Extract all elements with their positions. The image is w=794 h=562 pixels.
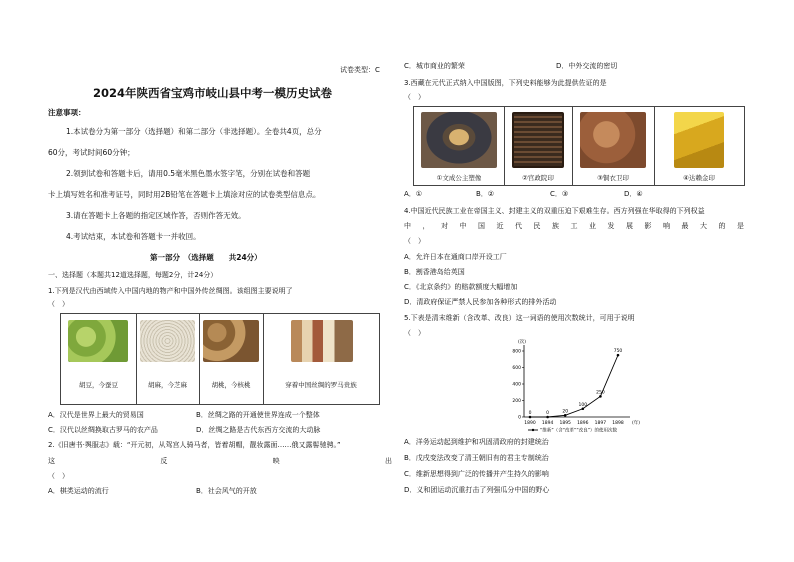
q1-option-b[interactable]: B．丝绸之路的开通使世界连成一个整体	[196, 411, 320, 419]
official-seal-image	[512, 112, 564, 168]
q4-stem-2	[404, 222, 744, 231]
note-4: 4.考试结束，本试卷和答题卡一并收回。	[66, 232, 201, 241]
q3-paren: （ ）	[404, 93, 425, 101]
q4-stem-char: 对	[441, 222, 448, 230]
y-tick-label: 400	[512, 382, 521, 388]
data-point	[582, 407, 585, 410]
q3-caption-3: ③铜衣卫印	[597, 174, 629, 182]
q3-caption-1: ①文成公主塑像	[436, 174, 482, 182]
q1-option-a[interactable]: A．汉代是世界上最大的贸易国	[48, 411, 144, 419]
q4-stem-char: ，	[422, 222, 430, 230]
walnut-image	[203, 320, 259, 362]
legend-marker	[532, 429, 534, 431]
q1-caption-2: 胡麻，今芝麻	[148, 381, 187, 389]
data-label: 250	[596, 390, 605, 396]
data-point	[529, 416, 532, 419]
q4-paren: （ ）	[404, 237, 425, 245]
usage-count-line-chart	[508, 340, 668, 435]
princess-statue-image	[421, 112, 497, 168]
data-label: 0	[528, 411, 532, 416]
x-tick-label: 1896	[577, 421, 589, 426]
y-tick-label: 0	[518, 415, 521, 421]
roman-nobles-image	[291, 320, 353, 362]
page-title: 2024年陕西省宝鸡市岐山县中考一模历史试卷	[93, 86, 333, 100]
data-label: 20	[562, 409, 569, 415]
q1-image-4	[263, 314, 379, 404]
q4-stem-char: 影	[644, 222, 652, 230]
data-label: 750	[613, 349, 623, 355]
exam-type: 试卷类型：C	[340, 66, 380, 74]
q4-stem-char: 代	[515, 222, 522, 230]
q3-stem: 3.西藏在元代正式纳入中国版图，下列史料能够为此提供佐证的是	[404, 79, 607, 87]
q5-option-a[interactable]: A．洋务运动起到维护和巩固清政府的封建统治	[404, 438, 549, 446]
part1-title: 第一部分 （选择题 共24分）	[150, 253, 262, 262]
x-tick-label: 1890	[524, 421, 536, 426]
q4-stem-char: 国	[478, 222, 485, 230]
q4-stem-char: 工	[570, 222, 578, 230]
q5-option-d[interactable]: D．义和团运动沉重打击了列强瓜分中国的野心	[404, 486, 550, 494]
bronze-seal-image	[580, 112, 646, 168]
q4-stem-char: 最	[681, 222, 689, 230]
data-point	[599, 395, 602, 398]
q4-stem-char: 的	[718, 222, 726, 230]
y-unit-label: (次)	[517, 340, 527, 345]
q4-option-b[interactable]: B．割香港岛给英国	[404, 268, 465, 276]
broad-bean-image	[68, 320, 128, 362]
section-intro: 一、选择题（本题共12道选择题，每题2分，计24分）	[48, 271, 218, 279]
q4-stem-char: 族	[552, 222, 559, 230]
y-tick-label: 200	[512, 399, 521, 405]
series-line	[530, 355, 618, 417]
q4-option-c[interactable]: C．《北京条约》的赔款额度大幅增加	[404, 283, 518, 291]
q1-image-strip	[60, 313, 380, 405]
q2-reflect-char: 反	[160, 457, 168, 465]
q1-stem: 1.下列是汉代由西域传入中国内地的物产和中国外传丝绸图。该组图主要说明了	[48, 287, 293, 295]
data-point	[546, 416, 549, 419]
q3-image-strip	[413, 106, 745, 186]
data-point	[564, 414, 567, 417]
q4-option-d[interactable]: D．清政府保证严禁人民参加各种形式的排外活动	[404, 298, 557, 306]
q1-caption-4: 穿着中国丝绸的罗马贵族	[285, 381, 357, 389]
q2-option-a[interactable]: A．棋类运动的流行	[48, 487, 109, 495]
note-1b: 60分，考试时间60分钟；	[48, 148, 135, 157]
y-tick-label: 800	[512, 349, 521, 355]
q1-image-1	[61, 314, 137, 404]
q4-stem-char: 近	[496, 222, 504, 230]
q4-stem-char: 展	[626, 222, 633, 230]
note-1a: 1.本试卷分为第一部分（选择题）和第二部分（非选择题）。全卷共4页，总分	[66, 127, 322, 136]
x-tick-label: 1897	[594, 421, 607, 426]
q2-reflect-char: 这	[48, 457, 55, 465]
q2-paren: （ ）	[48, 472, 69, 480]
legend-label: “维新”（含“改革”“改良”）的使用次数	[540, 428, 617, 434]
notes-heading: 注意事项：	[48, 108, 86, 117]
data-label: 0	[546, 411, 550, 416]
golden-seal-image	[674, 112, 724, 168]
q4-stem-char: 业	[589, 222, 596, 230]
x-unit-label: (年)	[631, 421, 641, 426]
sesame-image	[140, 320, 195, 362]
q4-option-a[interactable]: A．允许日本在通商口岸开设工厂	[404, 253, 507, 261]
note-2b: 卡上填写姓名和准考证号，同时用2B铅笔在答题卡上填涂对应的试卷类型信息点。	[48, 190, 321, 199]
q4-stem-char: 发	[607, 222, 615, 230]
q3-image-2	[504, 107, 573, 185]
x-tick-label: 1898	[612, 421, 624, 426]
q2-reflect-line	[48, 457, 392, 466]
q5-stem: 5.下表是清末维新（含改革、改良）这一词语的使用次数统计，可用于说明	[404, 314, 635, 322]
q3-image-4	[654, 107, 744, 185]
q1-caption-3: 胡桃，今核桃	[211, 381, 251, 389]
q2-option-d[interactable]: D．中外交流的密切	[556, 62, 618, 70]
q4-stem-char: 民	[533, 222, 541, 230]
q3-image-1	[414, 107, 505, 185]
q3-option-d[interactable]: D．④	[624, 190, 643, 198]
q1-option-c[interactable]: C．汉代以丝绸换取古罗马的农产品	[48, 426, 158, 434]
q4-stem-char: 中	[404, 222, 411, 230]
q4-stem-char: 是	[737, 222, 744, 230]
q1-image-2	[136, 314, 200, 404]
q3-option-b[interactable]: B．②	[476, 190, 495, 198]
q1-caption-1: 胡豆，今蚕豆	[79, 381, 118, 389]
q5-option-c[interactable]: C．维新思想得到广泛的传播并产生持久的影响	[404, 470, 549, 478]
q2-option-c[interactable]: C．城市商业的繁荣	[404, 62, 465, 70]
q4-stem-1: 4.中国近代民族工业在帝国主义、封建主义的双重压迫下艰难生存。西方列强在华取得的下列权益	[404, 207, 705, 215]
q1-option-d[interactable]: D．丝绸之路是古代东西方交流的大动脉	[196, 426, 321, 434]
note-2a: 2.领到试卷和答题卡后，请用0.5毫米黑色墨水签字笔，分别在试卷和答题	[66, 169, 311, 178]
q4-stem-char: 中	[459, 222, 467, 230]
q5-paren: （ ）	[404, 329, 425, 337]
q3-caption-4: ④达赖金印	[683, 174, 715, 182]
q3-option-a[interactable]: A．①	[404, 190, 423, 198]
q5-option-b[interactable]: B．戊戌变法改变了清王朝旧有的君主专制统治	[404, 454, 549, 462]
x-tick-label: 1895	[559, 421, 571, 426]
q1-image-3	[199, 314, 264, 404]
q2-reflect-char: 出	[384, 457, 392, 465]
q4-stem-char: 响	[663, 222, 670, 230]
data-point	[617, 354, 620, 357]
data-label: 100	[578, 402, 588, 408]
q4-stem-char: 大	[700, 222, 707, 230]
q3-caption-2: ②官政院印	[522, 174, 554, 182]
q3-image-3	[572, 107, 655, 185]
q2-option-b[interactable]: B．社会风气的开放	[196, 487, 257, 495]
x-tick-label: 1894	[541, 421, 554, 426]
q2-reflect-char: 映	[272, 457, 280, 465]
note-3: 3.请在答题卡上各题的指定区域作答，否则作答无效。	[66, 211, 246, 220]
q1-paren: （ ）	[48, 300, 69, 308]
y-tick-label: 600	[512, 366, 521, 372]
q3-option-c[interactable]: C．③	[550, 190, 569, 198]
q2-stem: 2.《旧唐书·舆服志》载：“开元初，从驾宫人骑马者，皆着胡帽，靓妆露面……俄又露髻驰骋。”	[48, 441, 341, 449]
